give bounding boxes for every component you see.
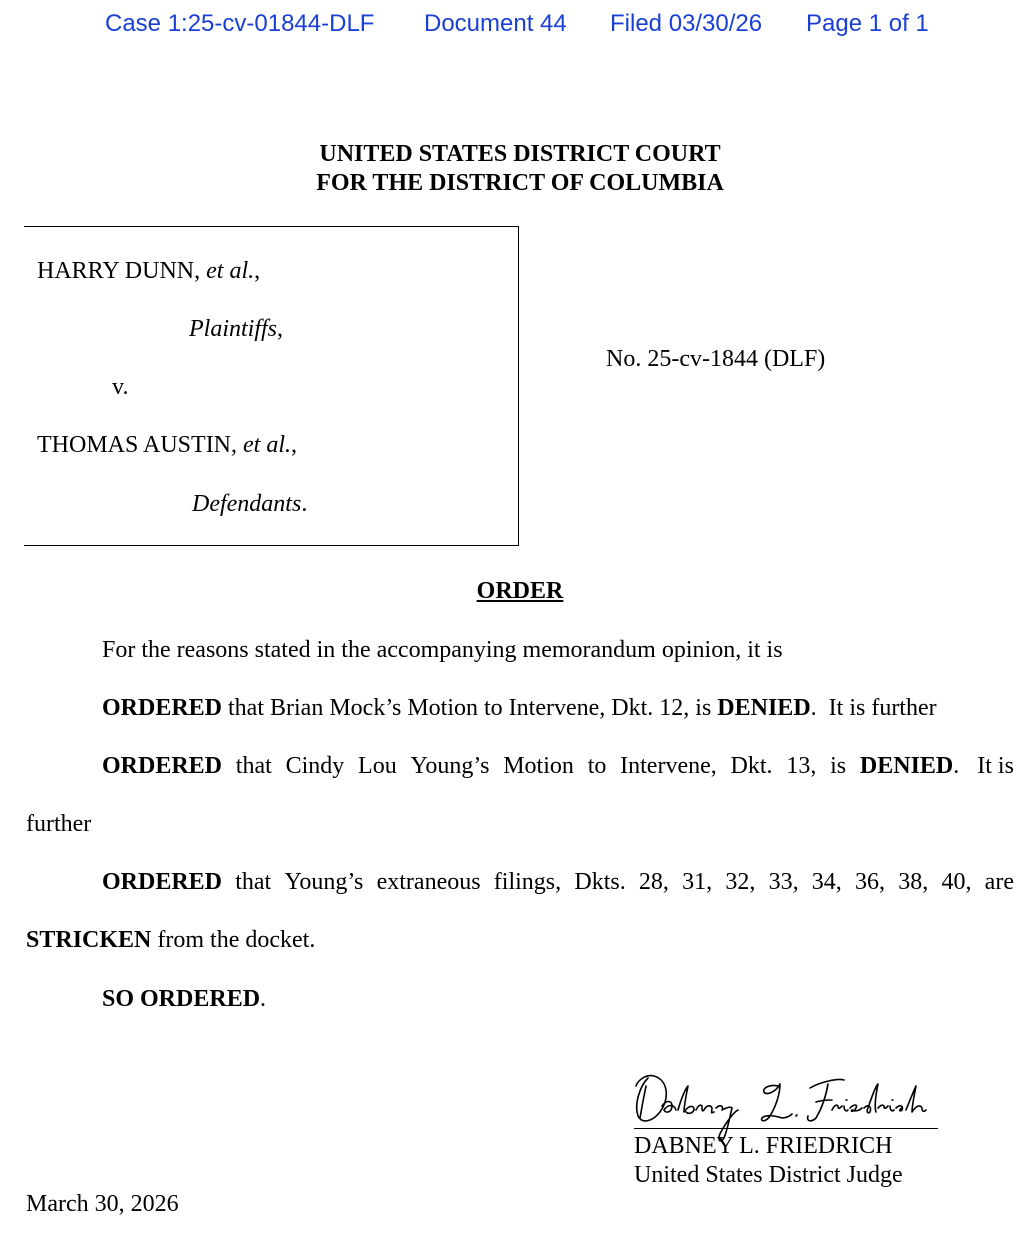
word: 33, — [768, 869, 799, 895]
word: filings, — [493, 869, 562, 895]
paragraph-3-tail: from the docket. — [157, 927, 316, 953]
word: Dkt. — [730, 753, 773, 779]
defendant-role-period: . — [301, 491, 308, 517]
plaintiff-role-text: Plaintiffs — [189, 316, 278, 342]
filing-header — [0, 8, 1034, 42]
order-date: March 30, 2026 — [26, 1191, 179, 1217]
plaintiff-role — [189, 316, 283, 343]
filed-date: Filed 03/30/26 — [610, 10, 763, 37]
order-paragraph-2 — [102, 753, 1014, 780]
stricken-keyword: STRICKEN — [26, 927, 152, 953]
paragraph-2-tail: . It is — [953, 753, 1014, 779]
word: Dkts. — [574, 869, 626, 895]
word: extraneous — [376, 869, 481, 895]
defendant-role-text: Defendants — [192, 491, 302, 517]
ordered-keyword: ORDERED — [102, 695, 223, 721]
so-ordered-period: . — [260, 986, 267, 1012]
order-title: ORDER — [476, 578, 564, 604]
paragraph-3-continuation — [26, 927, 315, 954]
word: 31, — [682, 869, 713, 895]
word: are — [984, 869, 1014, 895]
word: Young’s — [410, 753, 490, 779]
order-paragraph-1 — [102, 695, 937, 722]
document-number: Document 44 — [424, 10, 567, 37]
defendant-comma: , — [291, 432, 298, 458]
judge-name: DABNEY L. FRIEDRICH — [634, 1133, 893, 1159]
judge-title: United States District Judge — [634, 1162, 903, 1188]
order-intro: For the reasons stated in the accompanying memorandum opinion, it is — [102, 637, 783, 663]
plaintiff-text: HARRY DUNN, — [37, 258, 201, 284]
court-line-2: FOR THE DISTRICT OF COLUMBIA — [316, 170, 724, 196]
defendant-name — [37, 432, 297, 459]
defendant-etal: et al. — [243, 432, 292, 458]
order-paragraph-3 — [102, 869, 1014, 896]
word: 40, — [941, 869, 972, 895]
versus: v. — [112, 374, 129, 400]
word: 28, — [638, 869, 669, 895]
defendant-role — [192, 491, 307, 518]
case-number: No. 25-cv-1844 (DLF) — [606, 346, 826, 372]
paragraph-2-continuation: further — [26, 811, 92, 837]
word: to — [587, 753, 607, 779]
page-number: Page 1 of 1 — [806, 10, 929, 37]
word: 34, — [811, 869, 842, 895]
paragraph-1-tail: . It is further — [810, 695, 937, 721]
ordered-keyword: ORDERED — [102, 753, 223, 779]
court-name — [3, 140, 1034, 198]
word: 32, — [725, 869, 756, 895]
word: Intervene, — [620, 753, 717, 779]
defendant-text: THOMAS AUSTIN, — [37, 432, 238, 458]
word: 38, — [898, 869, 929, 895]
so-ordered-keyword: SO ORDERED — [102, 986, 261, 1012]
plaintiff-name — [37, 258, 260, 285]
plaintiff-role-comma: , — [277, 316, 284, 342]
plaintiff-etal: et al. — [206, 258, 255, 284]
word: Cindy — [285, 753, 345, 779]
signature-line — [634, 1128, 938, 1129]
case-id: Case 1:25-cv-01844-DLF — [105, 10, 375, 37]
word: Young’s — [284, 869, 364, 895]
word: is — [830, 753, 847, 779]
court-line-1: UNITED STATES DISTRICT COURT — [319, 141, 721, 167]
plaintiff-comma: , — [254, 258, 261, 284]
denied-keyword: DENIED — [859, 753, 954, 779]
denied-keyword: DENIED — [717, 695, 811, 721]
ordered-keyword: ORDERED — [102, 869, 223, 895]
word: that — [235, 869, 272, 895]
word: 36, — [855, 869, 886, 895]
word: 13, — [786, 753, 817, 779]
paragraph-1-text: that Brian Mock’s Motion to Intervene, Dkt. 12, is — [228, 695, 712, 721]
so-ordered — [102, 986, 266, 1013]
word: Motion — [503, 753, 574, 779]
word: Lou — [358, 753, 397, 779]
word: that — [235, 753, 272, 779]
